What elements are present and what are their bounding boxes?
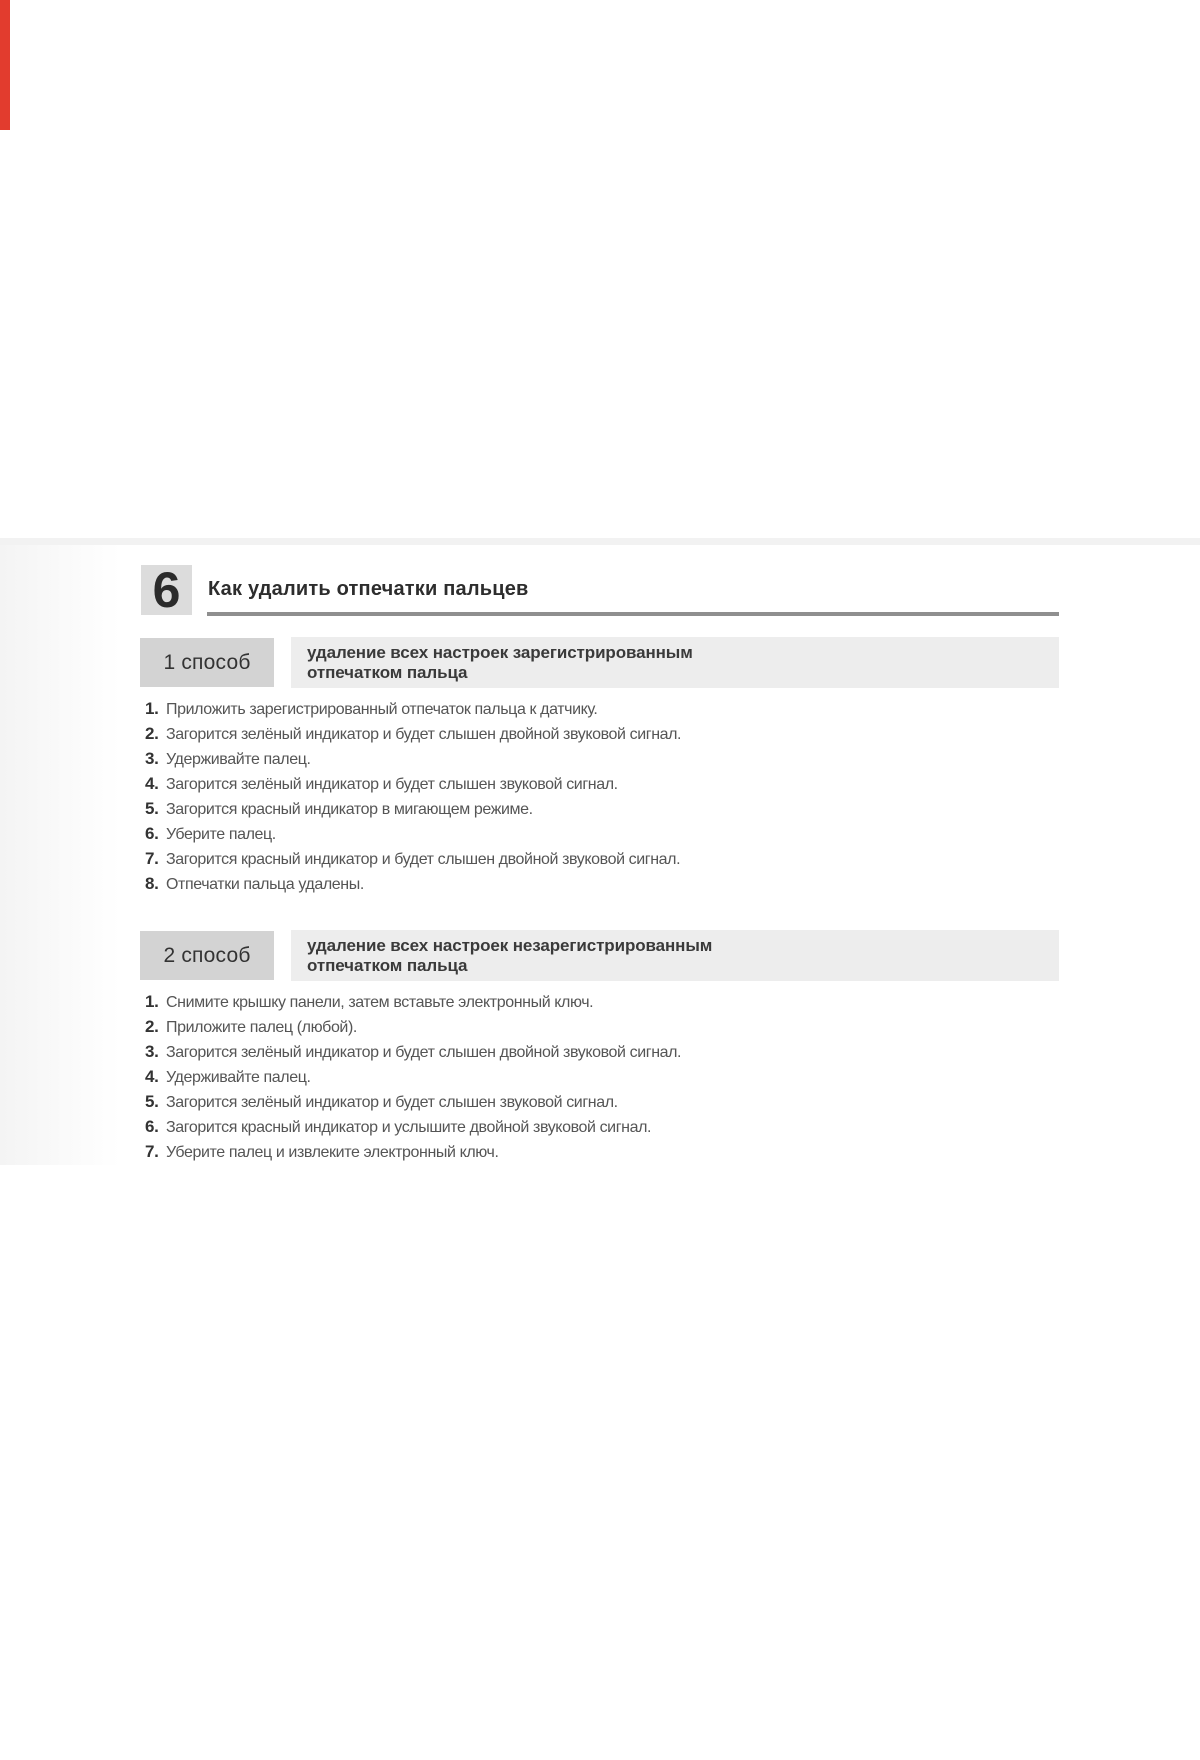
step-number: 6. bbox=[145, 1117, 159, 1136]
method-2-label-box bbox=[140, 931, 274, 980]
step-text: Снимите крышку панели, затем вставьте электронный ключ. bbox=[166, 994, 594, 1011]
scan-edge-band bbox=[0, 538, 1200, 545]
step-number: 7. bbox=[145, 849, 159, 868]
list-item bbox=[145, 871, 681, 896]
list-item bbox=[145, 1114, 681, 1139]
page-title: Как удалить отпечатки пальцев bbox=[208, 578, 529, 600]
step-number: 5. bbox=[145, 799, 159, 818]
list-item bbox=[145, 796, 681, 821]
step-text: Уберите палец. bbox=[166, 826, 276, 843]
section-number: 6 bbox=[152, 562, 181, 618]
step-number: 5. bbox=[145, 1092, 159, 1111]
step-number: 2. bbox=[145, 1017, 159, 1036]
method-1-label-box bbox=[140, 638, 274, 687]
step-number: 2. bbox=[145, 724, 159, 743]
method-2-description-band bbox=[291, 930, 1059, 981]
method-1-description-line-1: удаление всех настроек зарегистрированным bbox=[307, 642, 693, 662]
section-number-box bbox=[141, 562, 192, 618]
step-text: Уберите палец и извлеките электронный ключ. bbox=[166, 1144, 499, 1161]
list-item bbox=[145, 721, 681, 746]
step-number: 6. bbox=[145, 824, 159, 843]
step-text: Приложить зарегистрированный отпечаток пальца к датчику. bbox=[166, 701, 598, 718]
method-1-label: 1 способ bbox=[163, 650, 251, 674]
step-text: Загорится зелёный индикатор и будет слышен двойной звуковой сигнал. bbox=[166, 1044, 682, 1061]
red-edge-mark bbox=[0, 0, 10, 130]
list-item bbox=[145, 1064, 681, 1089]
step-number: 3. bbox=[145, 749, 159, 768]
step-text: Загорится зелёный индикатор и будет слышен двойной звуковой сигнал. bbox=[166, 726, 682, 743]
header-rule bbox=[207, 612, 1059, 616]
list-item bbox=[145, 1139, 681, 1164]
step-number: 4. bbox=[145, 774, 159, 793]
step-text: Удерживайте палец. bbox=[166, 751, 311, 768]
list-item bbox=[145, 989, 681, 1014]
step-text: Загорится красный индикатор в мигающем режиме. bbox=[166, 801, 533, 818]
method-1-description-band bbox=[291, 637, 1059, 688]
list-item bbox=[145, 696, 681, 721]
list-item bbox=[145, 746, 681, 771]
step-number: 4. bbox=[145, 1067, 159, 1086]
step-number: 1. bbox=[145, 992, 159, 1011]
method-2-description-line-1: удаление всех настроек незарегистрированным bbox=[307, 935, 713, 955]
method-2-label: 2 способ bbox=[163, 943, 251, 967]
list-item bbox=[145, 1039, 681, 1064]
scan-left-vignette bbox=[0, 545, 120, 1165]
step-number: 3. bbox=[145, 1042, 159, 1061]
list-item bbox=[145, 1089, 681, 1114]
step-text: Загорится зелёный индикатор и будет слышен звуковой сигнал. bbox=[166, 1094, 618, 1111]
step-text: Загорится красный индикатор и будет слышен двойной звуковой сигнал. bbox=[166, 851, 681, 868]
method-1-steps bbox=[145, 696, 681, 896]
list-item bbox=[145, 1014, 681, 1039]
step-number: 1. bbox=[145, 699, 159, 718]
method-2-steps bbox=[145, 989, 681, 1164]
method-2-description-line-2: отпечатком пальца bbox=[307, 955, 468, 975]
step-number: 7. bbox=[145, 1142, 159, 1161]
step-text: Отпечатки пальца удалены. bbox=[166, 876, 364, 893]
list-item bbox=[145, 821, 681, 846]
step-number: 8. bbox=[145, 874, 159, 893]
step-text: Удерживайте палец. bbox=[166, 1069, 311, 1086]
method-1-description-line-2: отпечатком пальца bbox=[307, 662, 468, 682]
list-item bbox=[145, 771, 681, 796]
step-text: Загорится красный индикатор и услышите двойной звуковой сигнал. bbox=[166, 1119, 652, 1136]
list-item bbox=[145, 846, 681, 871]
step-text: Приложите палец (любой). bbox=[166, 1019, 357, 1036]
step-text: Загорится зелёный индикатор и будет слышен звуковой сигнал. bbox=[166, 776, 618, 793]
